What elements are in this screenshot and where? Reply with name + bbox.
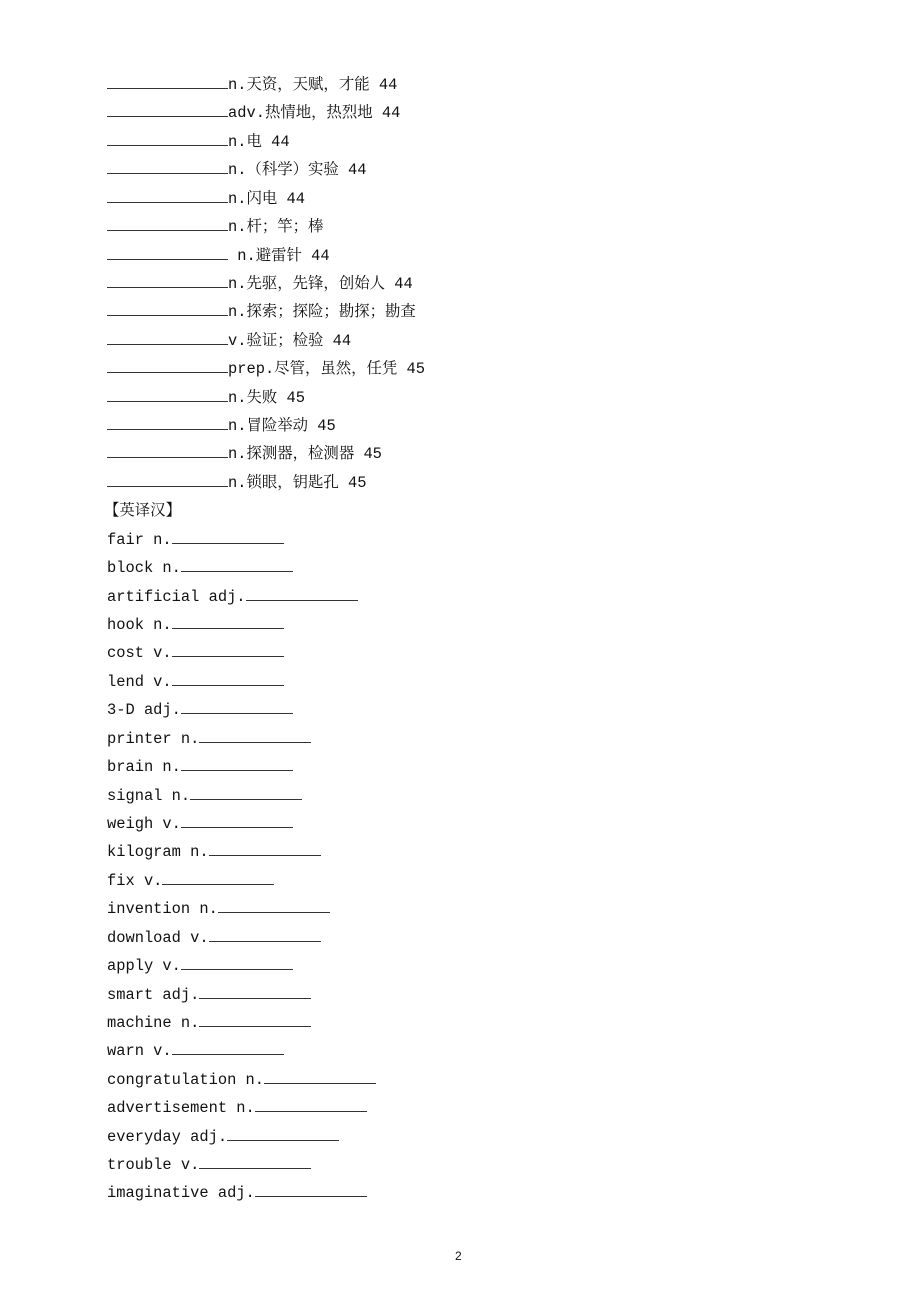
en-to-cn-item xyxy=(107,639,425,667)
definition-text: n.（科学）实验 44 xyxy=(228,161,367,180)
answer-blank[interactable] xyxy=(172,1040,284,1055)
answer-blank[interactable] xyxy=(255,1097,367,1112)
answer-blank[interactable] xyxy=(107,273,228,288)
cn-to-en-item xyxy=(107,469,425,497)
answer-blank[interactable] xyxy=(107,245,228,260)
cn-to-en-item xyxy=(107,128,425,156)
definition-text: n.失败 45 xyxy=(228,388,305,407)
answer-blank[interactable] xyxy=(199,728,311,743)
answer-blank[interactable] xyxy=(172,642,284,657)
word-text: cost v. xyxy=(107,644,172,663)
answer-blank[interactable] xyxy=(107,387,228,402)
definition-text: n.锁眼，钥匙孔 45 xyxy=(228,473,367,492)
en-to-cn-item xyxy=(107,611,425,639)
en-to-cn-item xyxy=(107,867,425,895)
en-to-cn-item xyxy=(107,924,425,952)
answer-blank[interactable] xyxy=(107,415,228,430)
answer-blank[interactable] xyxy=(190,785,302,800)
answer-blank[interactable] xyxy=(107,102,228,117)
en-to-cn-item xyxy=(107,583,425,611)
answer-blank[interactable] xyxy=(107,330,228,345)
section-heading: 【英译汉】 xyxy=(104,502,181,521)
cn-to-en-item xyxy=(107,327,425,355)
answer-blank[interactable] xyxy=(199,1154,311,1169)
word-text: imaginative adj. xyxy=(107,1184,255,1203)
cn-to-en-item xyxy=(107,298,425,326)
answer-blank[interactable] xyxy=(172,614,284,629)
cn-to-en-item xyxy=(107,355,425,383)
word-text: weigh v. xyxy=(107,814,181,833)
word-text: 3-D adj. xyxy=(107,701,181,720)
answer-blank[interactable] xyxy=(181,557,293,572)
answer-blank[interactable] xyxy=(264,1069,376,1084)
en-to-cn-item xyxy=(107,725,425,753)
answer-blank[interactable] xyxy=(218,898,330,913)
definition-text: n.先驱，先锋，创始人 44 xyxy=(228,274,413,293)
word-text: warn v. xyxy=(107,1042,172,1061)
en-to-cn-item xyxy=(107,810,425,838)
word-text: kilogram n. xyxy=(107,843,209,862)
page-number: 2 xyxy=(455,1249,462,1263)
word-text: smart adj. xyxy=(107,985,200,1004)
en-to-cn-item xyxy=(107,1179,425,1207)
answer-blank[interactable] xyxy=(107,358,228,373)
cn-to-en-item xyxy=(107,213,425,241)
en-to-cn-item xyxy=(107,1066,425,1094)
answer-blank[interactable] xyxy=(181,699,293,714)
cn-to-en-item xyxy=(107,440,425,468)
cn-to-en-item xyxy=(107,242,425,270)
answer-blank[interactable] xyxy=(209,841,321,856)
word-text: fix v. xyxy=(107,871,163,890)
definition-text: n.杆；竿；棒 xyxy=(228,218,324,237)
answer-blank[interactable] xyxy=(107,159,228,174)
word-text: everyday adj. xyxy=(107,1127,228,1146)
answer-blank[interactable] xyxy=(181,756,293,771)
word-text: printer n. xyxy=(107,729,200,748)
word-text: lend v. xyxy=(107,672,172,691)
en-to-cn-item xyxy=(107,554,425,582)
word-text: download v. xyxy=(107,928,209,947)
word-text: apply v. xyxy=(107,957,181,976)
en-to-cn-item xyxy=(107,668,425,696)
definition-text: n.探索；探险；勘探；勘查 xyxy=(228,303,416,322)
en-to-cn-item xyxy=(107,526,425,554)
en-to-cn-item xyxy=(107,838,425,866)
en-to-cn-item xyxy=(107,952,425,980)
word-text: brain n. xyxy=(107,758,181,777)
en-to-cn-item xyxy=(107,1123,425,1151)
answer-blank[interactable] xyxy=(107,216,228,231)
definition-text: n.闪电 44 xyxy=(228,189,305,208)
word-text: signal n. xyxy=(107,786,191,805)
en-to-cn-item xyxy=(107,1009,425,1037)
definition-text: n.冒险举动 45 xyxy=(228,417,336,436)
definition-text: n.电 44 xyxy=(228,132,290,151)
cn-to-en-item xyxy=(107,185,425,213)
en-to-cn-item xyxy=(107,895,425,923)
cn-to-en-item xyxy=(107,384,425,412)
answer-blank[interactable] xyxy=(209,927,321,942)
word-text: congratulation n. xyxy=(107,1070,265,1089)
answer-blank[interactable] xyxy=(255,1182,367,1197)
answer-blank[interactable] xyxy=(246,586,358,601)
answer-blank[interactable] xyxy=(199,1012,311,1027)
word-text: artificial adj. xyxy=(107,587,246,606)
answer-blank[interactable] xyxy=(181,955,293,970)
answer-blank[interactable] xyxy=(107,472,228,487)
definition-text: n.探测器，检测器 45 xyxy=(228,445,382,464)
answer-blank[interactable] xyxy=(199,984,311,999)
en-to-cn-item xyxy=(107,696,425,724)
en-to-cn-item xyxy=(107,981,425,1009)
en-to-cn-item xyxy=(107,753,425,781)
definition-text: v.验证；检验 44 xyxy=(228,331,352,350)
worksheet xyxy=(104,71,426,1208)
answer-blank[interactable] xyxy=(172,671,284,686)
definition-text: n.避雷针 44 xyxy=(228,246,330,265)
definition-text: n.天资，天赋，才能 44 xyxy=(228,76,398,94)
answer-blank[interactable] xyxy=(107,443,228,458)
word-text: fair n. xyxy=(107,530,172,549)
definition-text: adv.热情地，热烈地 44 xyxy=(228,104,401,123)
en-to-cn-item xyxy=(107,1094,425,1122)
cn-to-en-item xyxy=(107,412,425,440)
word-text: trouble v. xyxy=(107,1156,200,1175)
en-to-cn-item xyxy=(107,1151,425,1179)
word-text: machine n. xyxy=(107,1013,200,1032)
cn-to-en-item xyxy=(107,156,425,184)
answer-blank[interactable] xyxy=(172,529,284,544)
en-to-cn-item xyxy=(107,782,425,810)
definition-text: prep.尽管，虽然，任凭 45 xyxy=(228,360,426,379)
answer-blank[interactable] xyxy=(107,188,228,203)
word-text: block n. xyxy=(107,559,181,578)
answer-blank[interactable] xyxy=(107,301,228,316)
answer-blank[interactable] xyxy=(162,870,274,885)
en-to-cn-item xyxy=(107,1037,425,1065)
word-text: invention n. xyxy=(107,900,218,919)
answer-blank[interactable] xyxy=(181,813,293,828)
cn-to-en-item xyxy=(107,270,425,298)
cn-to-en-item xyxy=(107,99,425,127)
cn-to-en-item xyxy=(107,71,425,99)
word-text: hook n. xyxy=(107,616,172,635)
answer-blank[interactable] xyxy=(227,1126,339,1141)
answer-blank[interactable] xyxy=(107,74,228,89)
answer-blank[interactable] xyxy=(107,131,228,146)
word-text: advertisement n. xyxy=(107,1099,255,1118)
